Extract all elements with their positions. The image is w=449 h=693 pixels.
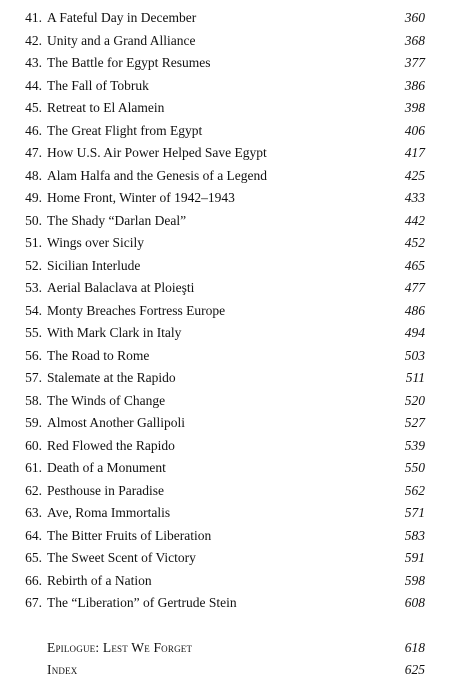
- page-number: 368: [404, 32, 425, 48]
- chapter-number: 59.: [25, 415, 42, 430]
- back-matter-title: Epilogue: Lest We Forget: [47, 639, 193, 655]
- toc-entry: [0, 255, 449, 278]
- chapter-number: 47.: [25, 145, 42, 160]
- chapter-title: Home Front, Winter of 1942–1943: [47, 190, 235, 205]
- toc-entry: [0, 502, 449, 525]
- chapter-number: 60.: [25, 437, 42, 453]
- chapter-number: 44.: [25, 77, 42, 93]
- back-matter-title: Index: [47, 662, 78, 677]
- chapter-number: 52.: [25, 257, 42, 273]
- page-number: 550: [404, 460, 425, 475]
- toc-entry: [0, 547, 449, 570]
- toc-entry: [0, 435, 449, 458]
- chapter-title: Aerial Balaclava at Ploieşti: [47, 280, 195, 295]
- toc-entry: [0, 570, 449, 593]
- toc-entry: [0, 480, 449, 503]
- toc-entry: [0, 322, 449, 345]
- page-number: 477: [404, 280, 425, 295]
- page-number: 571: [404, 505, 425, 520]
- toc-entry: [0, 367, 449, 390]
- chapter-number: 65.: [25, 550, 42, 565]
- chapter-number: 58.: [25, 392, 42, 408]
- page-number: 503: [404, 347, 425, 363]
- chapter-title: Unity and a Grand Alliance: [47, 32, 196, 48]
- chapter-number: 61.: [25, 460, 42, 475]
- page-number: 591: [404, 550, 425, 565]
- page-number: 539: [404, 437, 425, 453]
- chapter-number: 51.: [25, 235, 42, 250]
- chapter-number: 54.: [25, 302, 42, 318]
- chapter-title: Alam Halfa and the Genesis of a Legend: [47, 167, 268, 183]
- chapter-title: A Fateful Day in December: [47, 10, 197, 25]
- toc-entry: [0, 457, 449, 480]
- toc-entry: [0, 412, 449, 435]
- section-gap: [0, 615, 449, 637]
- page-number: 511: [405, 370, 425, 385]
- page-number: 465: [404, 257, 425, 273]
- page-number: 494: [404, 325, 425, 340]
- chapter-number: 48.: [25, 167, 42, 183]
- page-number: 625: [404, 662, 425, 677]
- toc-entry: [0, 525, 449, 548]
- chapter-number: 50.: [25, 212, 42, 228]
- toc-entry: [0, 52, 449, 75]
- toc-entry: [0, 7, 449, 30]
- page-number: 386: [404, 77, 425, 93]
- chapter-title: With Mark Clark in Italy: [47, 325, 182, 340]
- chapter-title: The “Liberation” of Gertrude Stein: [47, 595, 237, 610]
- chapter-title: The Winds of Change: [47, 392, 166, 408]
- chapter-title: Retreat to El Alamein: [47, 100, 165, 115]
- chapter-title: Ave, Roma Immortalis: [47, 505, 171, 520]
- page-number: 618: [404, 639, 425, 655]
- page-number: 425: [404, 167, 425, 183]
- chapter-number: 45.: [25, 100, 42, 115]
- toc-entry: [0, 277, 449, 300]
- chapter-title: Death of a Monument: [47, 460, 166, 475]
- chapter-number: 42.: [25, 32, 42, 48]
- chapter-number: 66.: [25, 572, 42, 588]
- page-number: 608: [404, 595, 425, 610]
- toc-entry: [0, 75, 449, 98]
- back-matter-entry: [0, 637, 449, 660]
- chapter-number: 49.: [25, 190, 42, 205]
- chapter-number: 46.: [25, 122, 42, 138]
- chapter-title: Pesthouse in Paradise: [47, 482, 164, 498]
- chapter-number: 63.: [25, 505, 42, 520]
- toc-entry: [0, 232, 449, 255]
- page-number: 433: [404, 190, 425, 205]
- chapter-list: [0, 7, 449, 615]
- chapter-title: The Shady “Darlan Deal”: [47, 212, 187, 228]
- page-number: 406: [404, 122, 425, 138]
- page-number: 520: [404, 392, 425, 408]
- chapter-title: Monty Breaches Fortress Europe: [47, 302, 226, 318]
- chapter-title: Red Flowed the Rapido: [47, 437, 175, 453]
- chapter-number: 57.: [25, 370, 42, 385]
- chapter-title: Sicilian Interlude: [47, 257, 141, 273]
- toc-entry: [0, 30, 449, 53]
- page-number: 442: [404, 212, 425, 228]
- toc-entry: [0, 142, 449, 165]
- page-number: 417: [404, 145, 425, 160]
- back-matter-list: [0, 637, 449, 682]
- toc-entry: [0, 165, 449, 188]
- table-of-contents: [0, 7, 449, 682]
- toc-entry: [0, 592, 449, 615]
- chapter-number: 64.: [25, 527, 42, 543]
- page-number: 598: [404, 572, 425, 588]
- toc-entry: [0, 187, 449, 210]
- chapter-title: The Road to Rome: [47, 347, 150, 363]
- chapter-title: The Battle for Egypt Resumes: [47, 55, 211, 70]
- chapter-number: 43.: [25, 55, 42, 70]
- chapter-title: Almost Another Gallipoli: [47, 415, 185, 430]
- toc-entry: [0, 210, 449, 233]
- chapter-number: 55.: [25, 325, 42, 340]
- chapter-number: 53.: [25, 280, 42, 295]
- chapter-number: 56.: [25, 347, 42, 363]
- toc-entry: [0, 97, 449, 120]
- chapter-title: Rebirth of a Nation: [47, 572, 152, 588]
- chapter-title: The Fall of Tobruk: [47, 77, 149, 93]
- toc-entry: [0, 390, 449, 413]
- page-number: 562: [404, 482, 425, 498]
- chapter-title: Stalemate at the Rapido: [47, 370, 176, 385]
- page-number: 527: [404, 415, 425, 430]
- chapter-title: How U.S. Air Power Helped Save Egypt: [47, 145, 267, 160]
- chapter-title: Wings over Sicily: [47, 235, 144, 250]
- chapter-number: 62.: [25, 482, 42, 498]
- chapter-title: The Sweet Scent of Victory: [47, 550, 196, 565]
- page-number: 360: [404, 10, 425, 25]
- toc-entry: [0, 120, 449, 143]
- page-number: 377: [404, 55, 425, 70]
- page-number: 452: [404, 235, 425, 250]
- toc-entry: [0, 345, 449, 368]
- chapter-title: The Great Flight from Egypt: [47, 122, 203, 138]
- page-number: 398: [404, 100, 425, 115]
- chapter-number: 41.: [25, 10, 42, 25]
- chapter-number: 67.: [25, 595, 42, 610]
- toc-entry: [0, 300, 449, 323]
- back-matter-entry: [0, 659, 449, 682]
- page-number: 583: [404, 527, 425, 543]
- page-number: 486: [404, 302, 425, 318]
- chapter-title: The Bitter Fruits of Liberation: [47, 527, 212, 543]
